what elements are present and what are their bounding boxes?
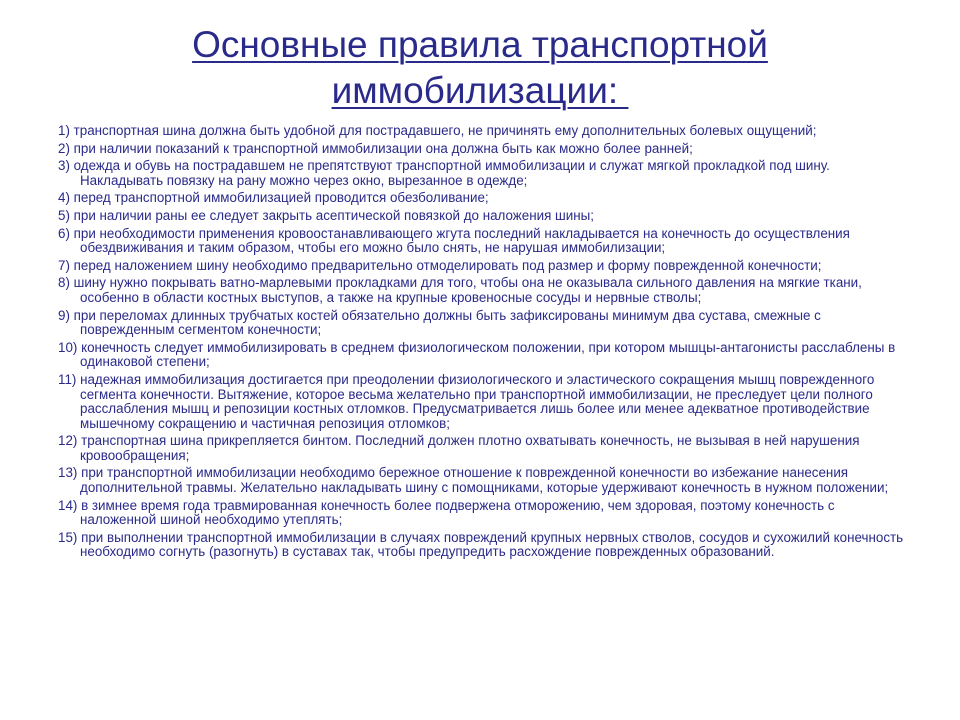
rule-item-13: 13) при транспортной иммобилизации необходимо бережное отношение к поврежденной конечности во избежание нанесения дополнительной травмы. Желательно накладывать шину с помощниками, которые удерживают конечность в нужном положении; xyxy=(58,465,889,496)
rule-item-12: 12) транспортная шина прикрепляется бинтом. Последний должен плотно охватывать конечность, не вызывая в ней нарушения кровообращения; xyxy=(58,433,860,463)
title-line-2: иммобилизации: xyxy=(331,70,629,111)
rule-item-2: 2) при наличии показаний к транспортной иммобилизации она должна быть как можно более ранней; xyxy=(58,140,693,156)
rule-item-9: 9) при переломах длинных трубчатых костей обязательно должны быть зафиксированы минимум два сустава, смежные с поврежденным сегментом конечности; xyxy=(58,307,821,338)
rule-item-10: 10) конечность следует иммобилизировать в среднем физиологическом положении, при котором мышцы-антагонисты расслаблены в одинаковой степени; xyxy=(58,339,896,370)
rules-list xyxy=(58,124,904,563)
rule-item-14: 14) в зимнее время года травмированная конечность более подвержена отморожению, чем здоровая, поэтому конечность с наложенной шиной необходимо утеплять; xyxy=(58,497,835,528)
page-title xyxy=(60,22,900,114)
rule-item-15: 15) при выполнении транспортной иммобилизации в случаях повреждений крупных нервных стволов, сосудов и сухожилий конечность необходимо согнуть (разогнуть) в суставах так, чтобы предупредить расхождение поврежденных образований. xyxy=(58,529,904,560)
rule-item-3: 3) одежда и обувь на пострадавшем не препятствуют транспортной иммобилизации и служат мягкой прокладкой под шину. Накладывать повязку на рану можно через окно, вырезанное в одежде; xyxy=(58,158,830,188)
rule-item-8: 8) шину нужно покрывать ватно-марлевыми прокладками для того, чтобы она не оказывала сильного давления на мягкие ткани, особенно в области костных выступов, а также на крупные кровеносные сосуды и нервные стволы; xyxy=(58,275,862,305)
rule-item-1: 1) транспортная шина должна быть удобной для пострадавшего, не причинять ему дополнительных болевых ощущений; xyxy=(58,123,817,138)
rule-item-11: 11) надежная иммобилизация достигается при преодолении физиологического и эластического сокращения мышц поврежденного сегмента конечности. Вытяжение, которое весьма желательно при транспортной иммобилизации, не преследует цели полного расслабления мышц и репозиции костных отломков. Предусматривается лишь более или менее адекватное противодействие мышечному сокращению и частичная репозиция отломков; xyxy=(58,371,875,431)
rule-item-7: 7) перед наложением шину необходимо предварительно отмоделировать под размер и форму поврежденной конечности; xyxy=(58,257,822,273)
rule-item-6: 6) при необходимости применения кровоостанавливающего жгута последний накладывается на конечность до осуществления обездвиживания и таким образом, чтобы его можно было снять, не нарушая иммобилизации; xyxy=(58,225,850,256)
rule-item-4: 4) перед транспортной иммобилизацией проводится обезболивание; xyxy=(58,190,489,206)
title-line-1: Основные правила транспортной xyxy=(192,24,768,65)
rule-item-5: 5) при наличии раны ее следует закрыть асептической повязкой до наложения шины; xyxy=(58,207,595,223)
